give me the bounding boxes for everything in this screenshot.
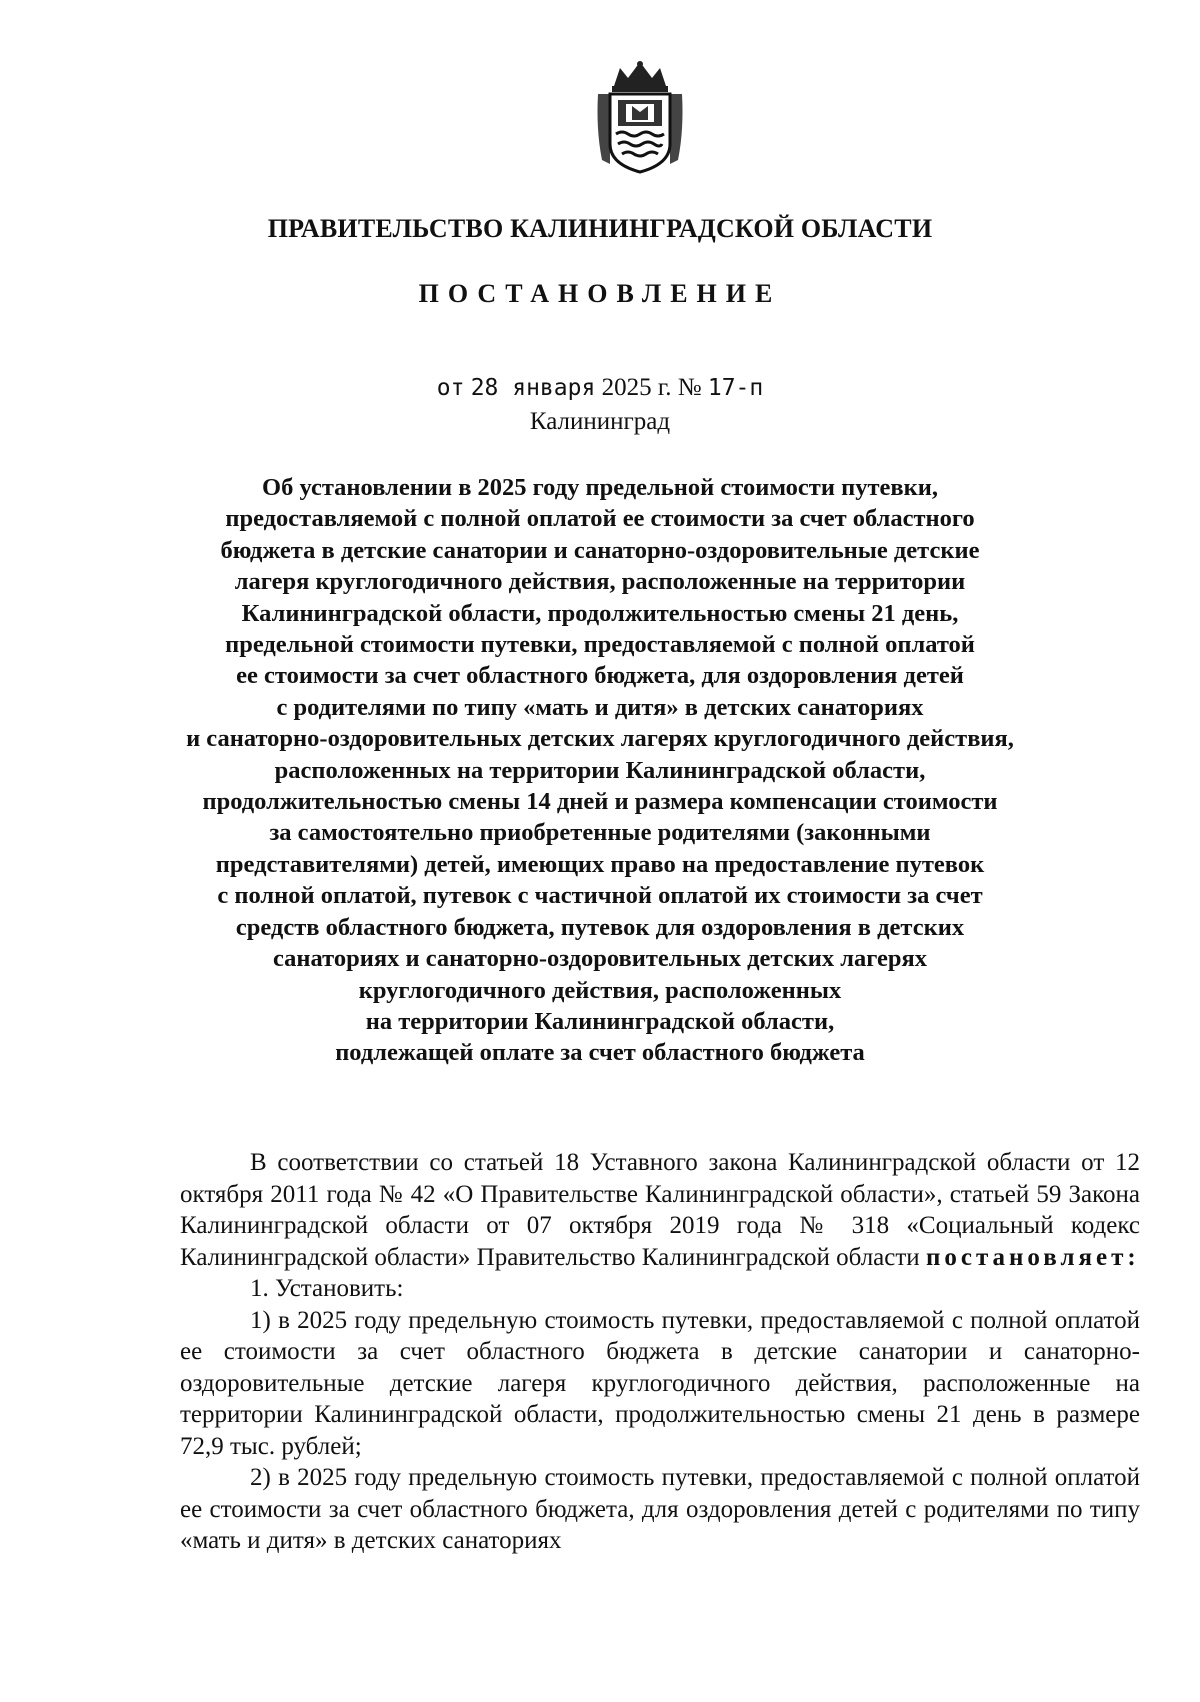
title-line: Калининградской области, продолжительностью смены 21 день, (241, 599, 959, 627)
title-line: средств областного бюджета, путевок для оздоровления в детских (235, 913, 965, 941)
title-line: бюджета в детские санатории и санаторно-оздоровительные детские (220, 536, 980, 564)
document-year: 2025 г. (601, 374, 672, 401)
title-line: представителями) детей, имеющих право на предоставление путевок (215, 850, 985, 878)
preamble-text: В соответствии со статьей 18 Уставного закона Калининградской области от 12 октября 2011 года № 42 «О Правительстве Калининградской области», статьей 59 Закона Калининградской области от 07 октября 2019 года № 318 «Социальный кодекс Калининградской области» Правительство Калининградской области (180, 1149, 1140, 1271)
title-line: ее стоимости за счет областного бюджета, для оздоровления детей (236, 662, 964, 690)
document-city: Калининград (529, 408, 671, 435)
title-line: расположенных на территории Калининградской области, (274, 756, 926, 784)
item-1: 1. Установить: (250, 1275, 404, 1302)
item-1-1: 1) в 2025 году предельную стоимость путевки, предоставляемой с полной оплатой ее стоимости за счет областного бюджета в детские санатории и санаторно-оздоровительные детские лагеря круглогодичного действия, расположенные на территории Калининградской области, продолжительностью смены 21 день в размере 72,9 тыс. рублей; (180, 1306, 1140, 1460)
coat-of-arms-emblem-icon (592, 60, 688, 176)
document-title (150, 472, 1050, 1069)
title-line: и санаторно-оздоровительных детских лагерях круглогодичного действия, (186, 725, 1014, 753)
title-line: Об установлении в 2025 году предельной стоимости путевки, (262, 474, 938, 501)
title-line: предельной стоимости путевки, предоставляемой с полной оплатой (225, 631, 975, 659)
title-line: с полной оплатой, путевок с частичной оплатой их стоимости за счет (217, 882, 983, 910)
title-line: лагеря круглогодичного действия, расположенные на территории (234, 568, 966, 596)
title-line: круглогодичного действия, расположенных (358, 976, 842, 1004)
number-sign: № (677, 374, 702, 401)
item-1-2: 2) в 2025 году предельную стоимость путевки, предоставляемой с полной оплатой ее стоимости за счет областного бюджета, для оздоровления детей с родителями по типу «мать и дитя» в детских санаториях (180, 1464, 1140, 1554)
document-dateline (0, 374, 1200, 402)
title-line: санаториях и санаторно-оздоровительных детских лагерях (272, 945, 928, 973)
title-line: продолжительностью смены 14 дней и размера компенсации стоимости (202, 788, 998, 816)
decree-word: постановляет: (925, 1243, 1140, 1271)
document-type-heading: ПОСТАНОВЛЕНИЕ (418, 279, 782, 308)
title-line: на территории Калининградской области, (365, 1007, 835, 1035)
title-line: подлежащей оплате за счет областного бюджета (335, 1039, 865, 1067)
document-number: 17-п (707, 375, 764, 401)
document-body (180, 1147, 1140, 1557)
title-line: предоставляемой с полной оплатой ее стоимости за счет областного (225, 505, 975, 533)
title-line: с родителями по типу «мать и дитя» в детских санаториях (276, 693, 924, 721)
title-line: за самостоятельно приобретенные родителями (законными (269, 819, 931, 847)
preamble-paragraph (180, 1147, 1140, 1273)
organization-heading: ПРАВИТЕЛЬСТВО КАЛИНИНГРАДСКОЙ ОБЛАСТИ (267, 214, 933, 243)
document-date: 28 января (470, 375, 596, 401)
dateline-prefix: от (436, 375, 465, 401)
